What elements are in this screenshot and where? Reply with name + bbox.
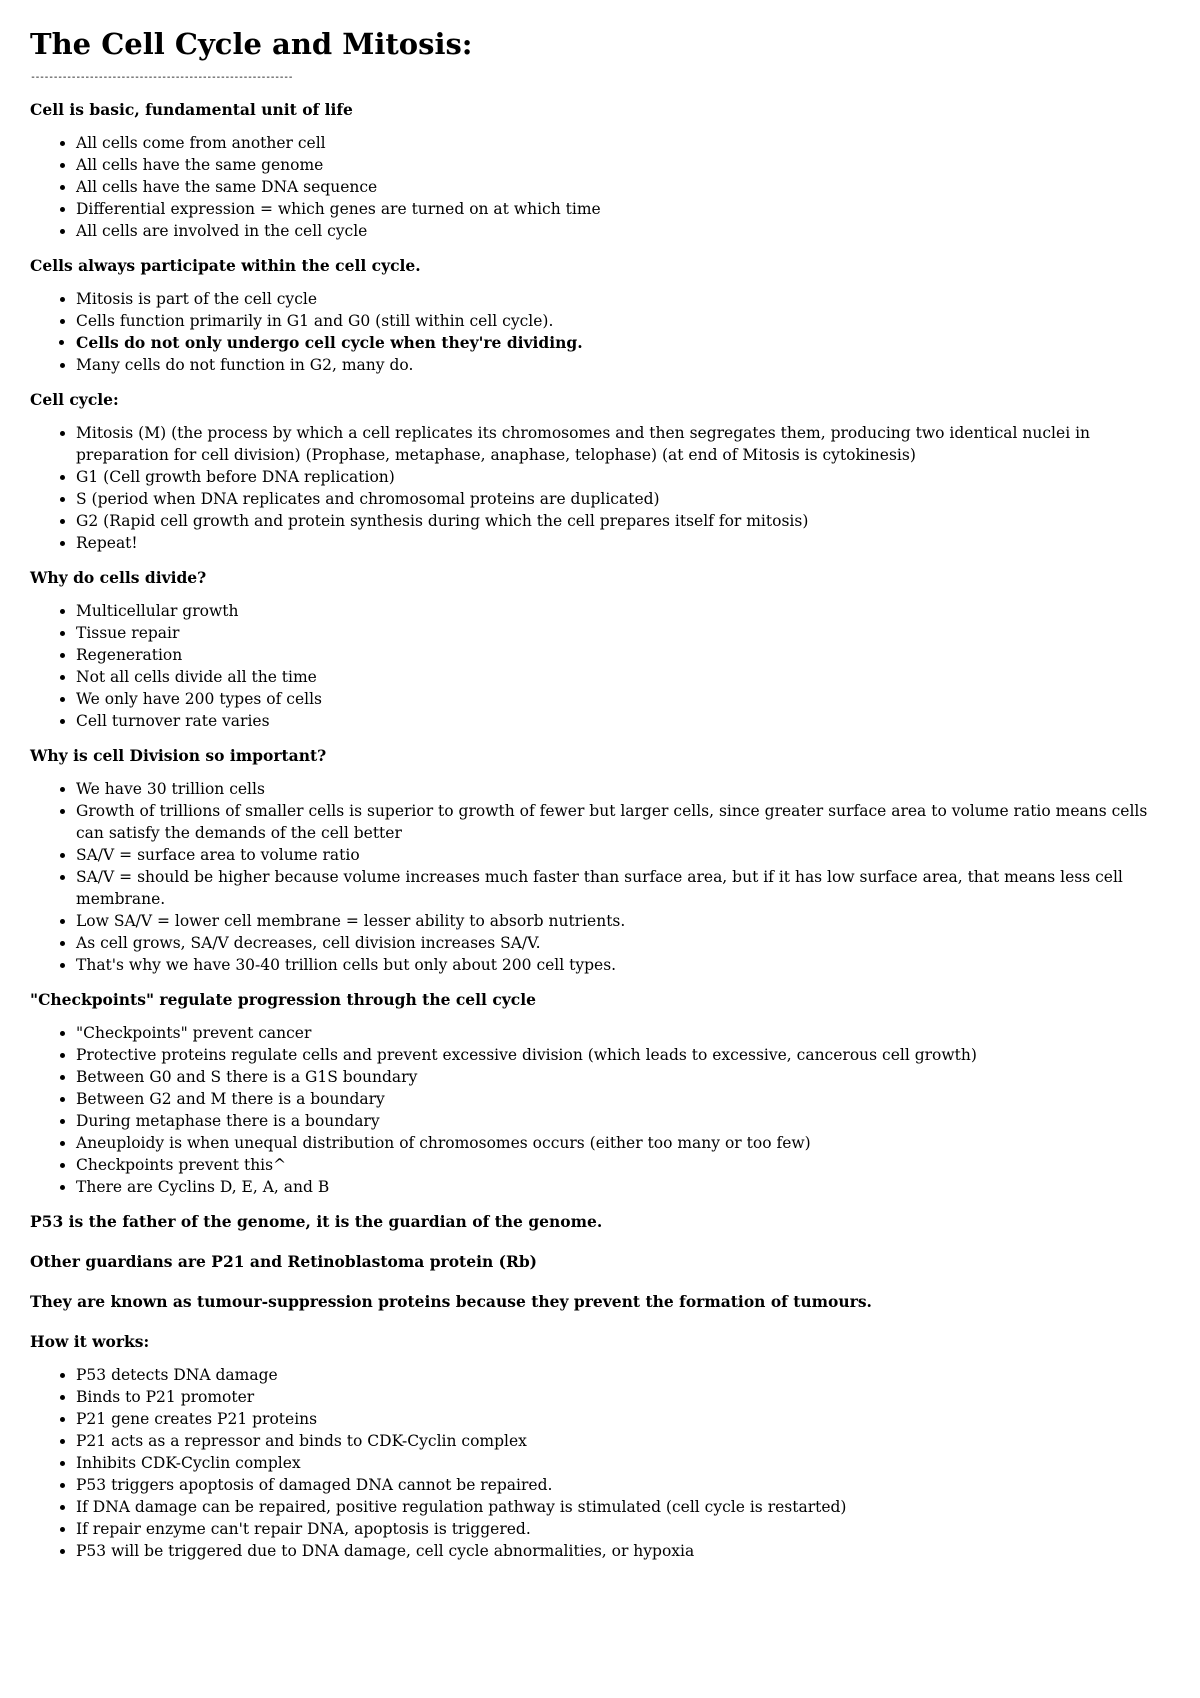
- list-item: • Checkpoints prevent this^: [76, 1154, 1170, 1176]
- list-item: • P53 detects DNA damage: [76, 1364, 1170, 1386]
- list-item: • Between G2 and M there is a boundary: [76, 1088, 1170, 1110]
- list-item: • Inhibits CDK-Cyclin complex: [76, 1452, 1170, 1474]
- list-item: • P21 acts as a repressor and binds to CDK-Cyclin complex: [76, 1430, 1170, 1452]
- list-item: • Cell turnover rate varies: [76, 710, 1170, 732]
- statement-other-guardians: Other guardians are P21 and Retinoblastoma protein (Rb): [30, 1252, 538, 1271]
- section-how-it-works: [30, 1332, 1170, 1562]
- list-item: • As cell grows, SA/V decreases, cell division increases SA/V.: [76, 932, 1170, 954]
- list-item: • All cells are involved in the cell cycle: [76, 220, 1170, 242]
- section-why-divide: [30, 568, 1170, 732]
- list-item: • Protective proteins regulate cells and prevent excessive division (which leads to excessive, cancerous cell growth): [76, 1044, 1170, 1066]
- list-item: • All cells have the same DNA sequence: [76, 176, 1170, 198]
- list-item: • Repeat!: [76, 532, 1170, 554]
- section-why-important: [30, 746, 1170, 976]
- section-heading: How it works:: [30, 1332, 150, 1351]
- list-item: • If DNA damage can be repaired, positive regulation pathway is stimulated (cell cycle is restarted): [76, 1496, 1170, 1518]
- list-item: • S (period when DNA replicates and chromosomal proteins are duplicated): [76, 488, 1170, 510]
- list-item: • During metaphase there is a boundary: [76, 1110, 1170, 1132]
- list-item: • We have 30 trillion cells: [76, 778, 1170, 800]
- list-item: • Low SA/V = lower cell membrane = lesser ability to absorb nutrients.: [76, 910, 1170, 932]
- list-item: • Aneuploidy is when unequal distribution of chromosomes occurs (either too many or too few): [76, 1132, 1170, 1154]
- list-item: • That's why we have 30-40 trillion cells but only about 200 cell types.: [76, 954, 1170, 976]
- page-title: The Cell Cycle and Mitosis:: [30, 27, 473, 61]
- list-item: • All cells come from another cell: [76, 132, 1170, 154]
- bullet-list: [30, 1364, 1170, 1562]
- title-divider: ----------------------------------------------------------: [30, 72, 293, 83]
- section-cell-cycle: [30, 390, 1170, 554]
- bullet-list: [30, 778, 1170, 976]
- list-item: • All cells have the same genome: [76, 154, 1170, 176]
- list-item: • Between G0 and S there is a G1S boundary: [76, 1066, 1170, 1088]
- list-item: • If repair enzyme can't repair DNA, apoptosis is triggered.: [76, 1518, 1170, 1540]
- section-heading: Why do cells divide?: [30, 568, 207, 587]
- list-item: • Regeneration: [76, 644, 1170, 666]
- list-item-emphasized: • Cells do not only undergo cell cycle when they're dividing.: [76, 332, 1170, 354]
- list-item: • Multicellular growth: [76, 600, 1170, 622]
- list-item: • Cells function primarily in G1 and G0 (still within cell cycle).: [76, 310, 1170, 332]
- list-item: • SA/V = should be higher because volume increases much faster than surface area, but if it has low surface area, that means less cell membrane.: [76, 866, 1170, 910]
- bullet-list: [30, 132, 1170, 242]
- list-item: • "Checkpoints" prevent cancer: [76, 1022, 1170, 1044]
- bullet-list: [30, 1022, 1170, 1198]
- bullet-list: [30, 422, 1170, 554]
- list-item: • P53 will be triggered due to DNA damage, cell cycle abnormalities, or hypoxia: [76, 1540, 1170, 1562]
- section-cells-participate: [30, 256, 1170, 376]
- list-item: • Differential expression = which genes are turned on at which time: [76, 198, 1170, 220]
- section-cell-basic-unit: [30, 100, 1170, 242]
- list-item: • P21 gene creates P21 proteins: [76, 1408, 1170, 1430]
- list-item: • Mitosis (M) (the process by which a cell replicates its chromosomes and then segregates them, producing two identical nuclei in preparation for cell division) (Prophase, metaphase, anaphase, telophase) (at end of Mitosis is cytokinesis): [76, 422, 1170, 466]
- statement-tumour-suppression: They are known as tumour-suppression proteins because they prevent the formation of tumours.: [30, 1292, 872, 1311]
- section-heading: Why is cell Division so important?: [30, 746, 327, 765]
- list-item: • G1 (Cell growth before DNA replication): [76, 466, 1170, 488]
- section-checkpoints: [30, 990, 1170, 1198]
- list-item: • There are Cyclins D, E, A, and B: [76, 1176, 1170, 1198]
- list-item: • We only have 200 types of cells: [76, 688, 1170, 710]
- section-heading: Cell is basic, fundamental unit of life: [30, 100, 353, 119]
- section-heading: Cells always participate within the cell cycle.: [30, 256, 421, 275]
- list-item: • Not all cells divide all the time: [76, 666, 1170, 688]
- list-item: • Mitosis is part of the cell cycle: [76, 288, 1170, 310]
- list-item: • SA/V = surface area to volume ratio: [76, 844, 1170, 866]
- statement-p53-guardian: P53 is the father of the genome, it is the guardian of the genome.: [30, 1212, 603, 1231]
- section-heading: "Checkpoints" regulate progression through the cell cycle: [30, 990, 536, 1009]
- section-heading: Cell cycle:: [30, 390, 119, 409]
- bullet-list: [30, 288, 1170, 376]
- list-item: • Growth of trillions of smaller cells is superior to growth of fewer but larger cells, since greater surface area to volume ratio means cells can satisfy the demands of the cell better: [76, 800, 1170, 844]
- list-item: • G2 (Rapid cell growth and protein synthesis during which the cell prepares itself for mitosis): [76, 510, 1170, 532]
- list-item: • Binds to P21 promoter: [76, 1386, 1170, 1408]
- list-item: • Many cells do not function in G2, many do.: [76, 354, 1170, 376]
- list-item: • Tissue repair: [76, 622, 1170, 644]
- bullet-list: [30, 600, 1170, 732]
- list-item: • P53 triggers apoptosis of damaged DNA cannot be repaired.: [76, 1474, 1170, 1496]
